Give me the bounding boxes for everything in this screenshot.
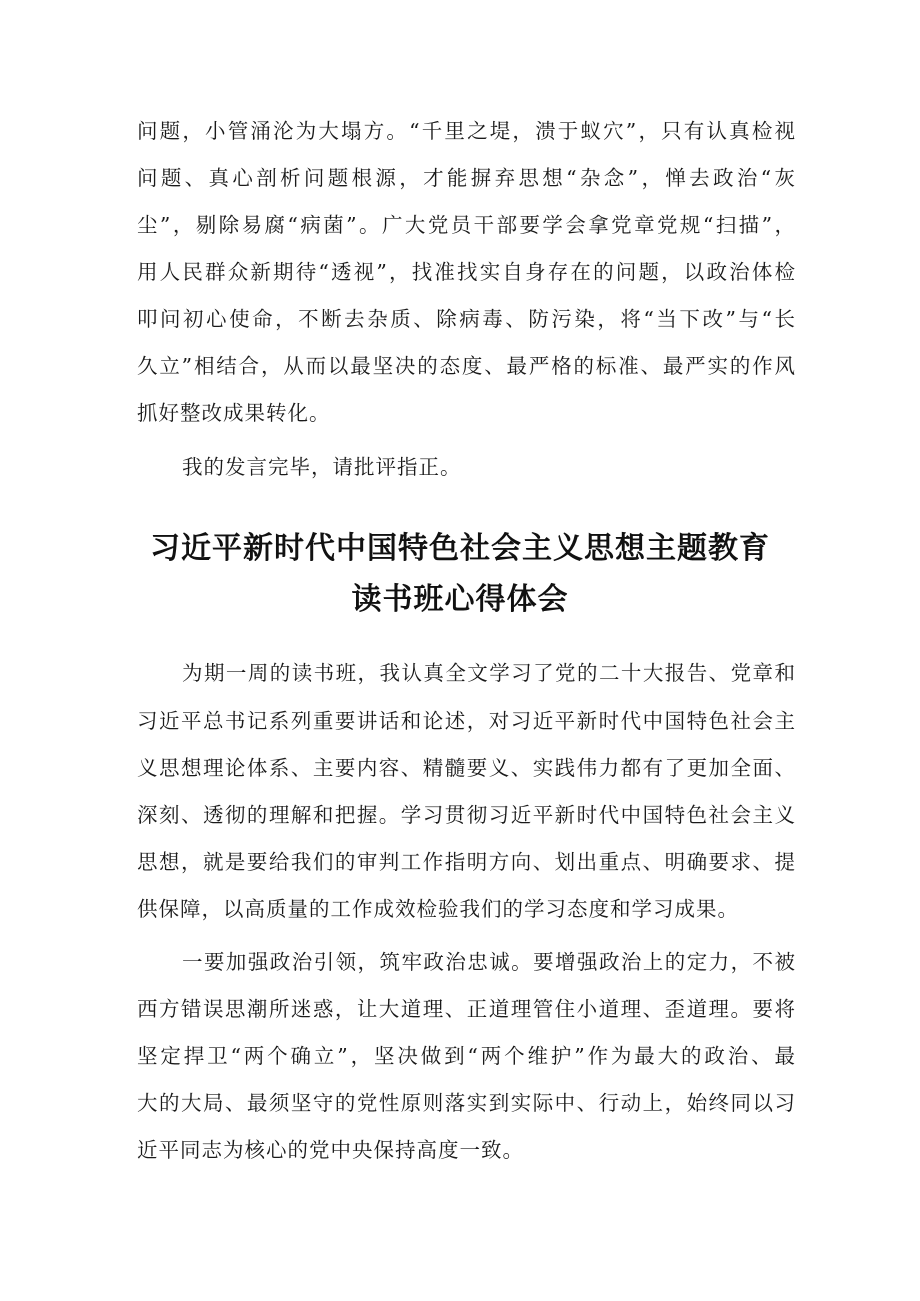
paragraph-line: 为期一周的读书班，我认真全文学习了党的二十大报告、党章和 xyxy=(182,661,795,685)
closing-line: 我的发言完毕，请批评指正。 xyxy=(182,455,462,479)
paragraph-line: 西方错误思潮所迷惑，让大道理、正道理管住小道理、歪道理。要将 xyxy=(137,997,795,1021)
article-title-line-2: 读书班心得体会 xyxy=(351,582,569,617)
paragraph-line: 近平同志为核心的党中央保持高度一致。 xyxy=(137,1138,524,1162)
paragraph-line: 问题，小管涌沦为大塌方。“千里之堤，溃于蚁穴”，只有认真检视 xyxy=(137,119,795,143)
paragraph-line: 供保障，以高质量的工作成效检验我们的学习态度和学习成果。 xyxy=(137,897,739,921)
paragraph-line: 思想，就是要给我们的审判工作指明方向、划出重点、明确要求、提 xyxy=(137,850,795,874)
paragraph-line: 一要加强政治引领，筑牢政治忠诚。要增强政治上的定力，不被 xyxy=(182,950,795,974)
paragraph-line: 叩问初心使命，不断去杂质、除病毒、防污染，将“当下改”与“长 xyxy=(137,307,795,331)
paragraph-line: 坚定捍卫“两个确立”，坚决做到“两个维护”作为最大的政治、最 xyxy=(137,1044,795,1068)
paragraph-line: 大的大局、最须坚守的党性原则落实到实际中、行动上，始终同以习 xyxy=(137,1091,795,1115)
paragraph-line: 问题、真心剖析问题根源，才能摒弃思想“杂念”，惮去政治“灰 xyxy=(137,166,795,190)
paragraph-line: 久立”相结合，从而以最坚决的态度、最严格的标准、最严实的作风 xyxy=(137,354,795,378)
article-title-line-1: 习近平新时代中国特色社会主义思想主题教育 xyxy=(150,531,770,566)
paragraph-line: 义思想理论体系、主要内容、精髓要义、实践伟力都有了更加全面、 xyxy=(137,756,795,780)
paragraph-line: 深刻、透彻的理解和把握。学习贯彻习近平新时代中国特色社会主义 xyxy=(137,803,795,827)
paragraph-line: 习近平总书记系列重要讲话和论述，对习近平新时代中国特色社会主 xyxy=(137,709,795,733)
paragraph-line: 用人民群众新期待“透视”，找准找实自身存在的问题，以政治体检 xyxy=(137,260,795,284)
paragraph-line: 抓好整改成果转化。 xyxy=(137,401,331,425)
paragraph-line: 尘”，剔除易腐“病菌”。广大党员干部要学会拿党章党规“扫描”， xyxy=(137,213,795,237)
